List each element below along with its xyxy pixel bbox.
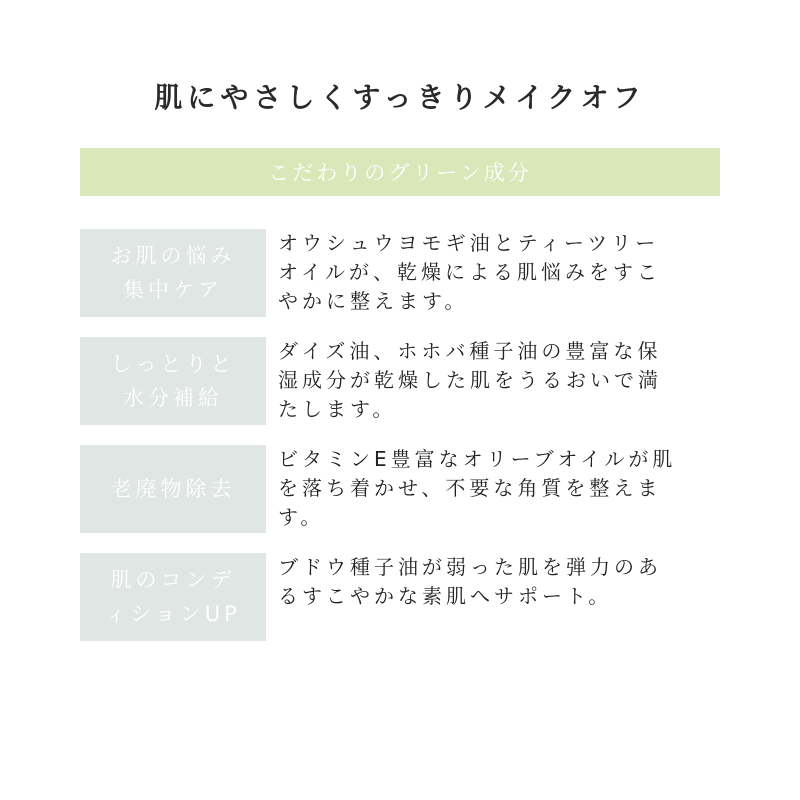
feature-label [80,445,266,533]
feature-row-moisture [80,337,720,425]
page-title: 肌にやさしくすっきりメイクオフ [154,81,646,114]
feature-description: ビタミンE豊富なオリーブオイルが肌 を落ち着かせ、不要な角質を整えま す。 [278,447,677,529]
feature-label-line: 水分補給 [123,386,223,410]
feature-description: オウシュウヨモギ油とティーツリー オイルが、乾燥による肌悩みをすこ やかに整えます。 [278,231,661,313]
feature-row-concern-care [80,229,720,317]
feature-row-exfoliation [80,445,720,533]
feature-description: ダイズ油、ホホバ種子油の豊富な保 湿成分が乾燥した肌をうるおいで満 たします。 [278,339,662,421]
feature-label-line: ィションUP [105,602,241,626]
feature-label [80,553,266,641]
feature-label-line: お肌の悩み [110,244,236,268]
ingredients-banner: こだわりのグリーン成分 [80,148,720,196]
feature-label-line: しっとりと [110,352,236,376]
feature-list [80,229,720,661]
feature-label [80,229,266,317]
feature-label-line: 老廃物除去 [110,477,236,501]
feature-description: ブドウ種子油が弱った肌を弾力のあ るすこやかな素肌へサポート。 [278,555,662,608]
feature-label-line: 集中ケア [123,278,223,302]
feature-row-condition-up [80,553,720,641]
feature-label-line: 肌のコンデ [110,568,236,592]
feature-label [80,337,266,425]
